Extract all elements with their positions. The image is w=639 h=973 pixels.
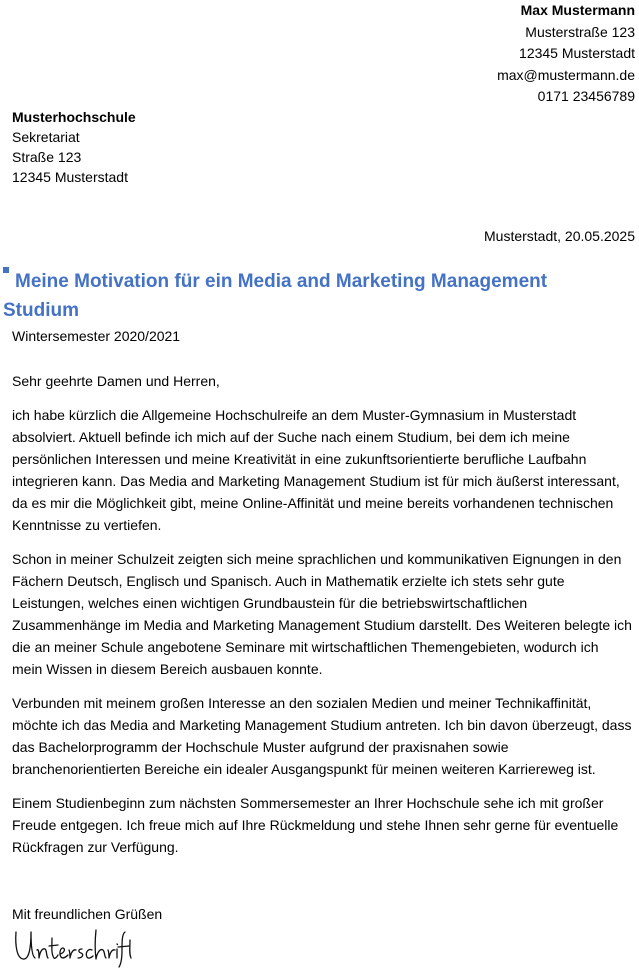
sender-email: max@mustermann.de — [497, 66, 635, 83]
handwritten-signature — [12, 926, 132, 968]
sender-phone: 0171 23456789 — [537, 88, 635, 104]
recipient-name: Musterhochschule — [12, 109, 136, 125]
letter-body — [12, 370, 632, 870]
recipient-address — [12, 107, 136, 187]
letter-title: Meine Motivation für ein Media and Marketing Management Studium — [3, 271, 548, 321]
semester-line: Wintersemester 2020/2021 — [12, 328, 181, 344]
recipient-department: Sekretariat — [12, 129, 80, 145]
salutation: Sehr geehrte Damen und Herren, — [12, 373, 220, 389]
paragraph-2: Schon in meiner Schulzeit zeigten sich meine sprachlichen und kommunikativen Eignungen in den Fächern Deutsch, Englisch und Spanisch. Auch in Mathematik erzielte ich stets sehr gute Leistungen, welches einen wichtigen Grundbaustein für die betriebswirtschaftlichen Zusammenhänge im Media and Marketing Management Studium darstellt. Des Weiteren belegte ich die an meiner Schule angebotene Seminare mit wirtschaftlichen Themengebieten, wodurch ich mein Wissen in diesem Bereich ausbauen konnte. — [12, 551, 632, 677]
letter-date: Musterstadt, 20.05.2025 — [484, 228, 635, 244]
sender-street: Musterstraße 123 — [525, 23, 635, 40]
paragraph-3: Verbunden mit meinem großen Interesse an den sozialen Medien und meiner Technikaffinität, möchte ich das Media and Marketing Management Studium antreten. Ich bin davon überzeugt, dass das Bachelorprogramm der Hochschule Muster aufgrund der praxisnahen sowie branchenorientierten Bereiche ein idealer Ausgangspunkt für meinen weiteren Karriereweg ist. — [12, 695, 632, 777]
sender-city: 12345 Musterstadt — [519, 45, 635, 61]
signature-image — [12, 926, 132, 973]
sender-address — [497, 0, 635, 108]
recipient-street: Straße 123 — [12, 149, 82, 165]
recipient-city: 12345 Musterstadt — [12, 169, 128, 185]
paragraph-4: Einem Studienbeginn zum nächsten Sommersemester an Ihrer Hochschule sehe ich mit großer Freude entgegen. Ich freue mich auf Ihre Rückmeldung und stehe Ihnen sehr gerne für eventuelle Rückfragen zur Verfügung. — [12, 795, 619, 855]
sender-name: Max Mustermann — [520, 2, 635, 18]
closing-formula: Mit freundlichen Grüßen — [12, 906, 163, 922]
paragraph-1: ich habe kürzlich die Allgemeine Hochschulreife an dem Muster-Gymnasium in Musterstadt absolviert. Aktuell befinde ich mich auf der Suche nach einem Studium, bei dem ich meine persönlichen Interessen und meine Kreativität in eine zukunftsorientierte berufliche Laufbahn integrieren kann. Das Media and Marketing Management Studium ist für mich äußerst interessant, da es mir die Möglichkeit gibt, meine Online-Affinität und meine bereits vorhandenen technischen Kenntnisse zu vertiefen. — [12, 407, 620, 533]
